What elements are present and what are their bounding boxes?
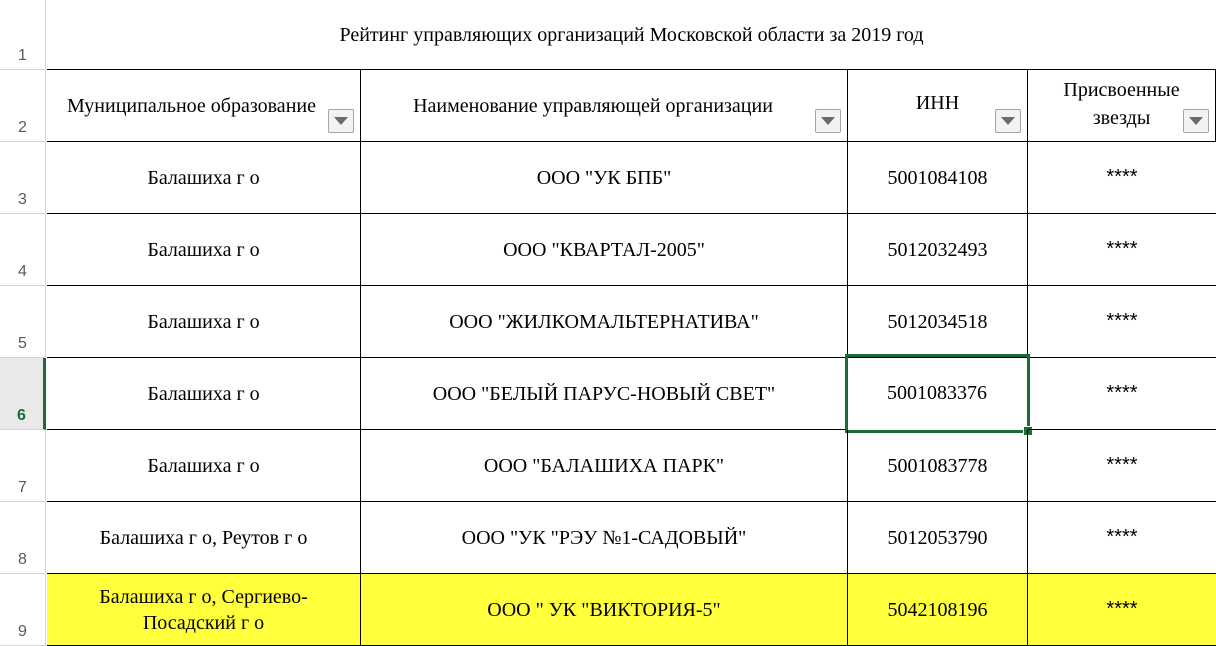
cell-municipality[interactable] bbox=[47, 502, 361, 574]
row-number: 5 bbox=[18, 335, 27, 352]
row-header-6[interactable] bbox=[0, 358, 46, 430]
sheet-title-cell[interactable] bbox=[47, 0, 1216, 70]
stars-text: **** bbox=[1106, 238, 1138, 260]
row-header-2[interactable] bbox=[0, 70, 46, 142]
cell-organization[interactable] bbox=[361, 574, 848, 646]
row-header-4[interactable] bbox=[0, 214, 46, 286]
filter-button-inn[interactable] bbox=[995, 109, 1021, 133]
cell-organization[interactable] bbox=[361, 502, 848, 574]
row-header-7[interactable] bbox=[0, 430, 46, 502]
municipality-text: Балашиха г о bbox=[147, 310, 260, 333]
inn-text: 5001083778 bbox=[887, 454, 988, 477]
organization-text: ООО "БЕЛЫЙ ПАРУС-НОВЫЙ СВЕТ" bbox=[432, 382, 776, 405]
cell-inn[interactable] bbox=[848, 286, 1028, 358]
header-label: Присвоенные звезды bbox=[1063, 79, 1180, 129]
cell-municipality[interactable] bbox=[47, 286, 361, 358]
chevron-down-icon bbox=[821, 117, 835, 125]
municipality-text: Балашиха г о bbox=[147, 238, 260, 261]
cell-inn[interactable] bbox=[848, 142, 1028, 214]
cell-stars[interactable] bbox=[1028, 286, 1216, 358]
organization-text: ООО " УК "ВИКТОРИЯ-5" bbox=[487, 598, 721, 621]
inn-text: 5001084108 bbox=[887, 166, 988, 189]
header-inn[interactable] bbox=[848, 70, 1028, 142]
row-header-9[interactable] bbox=[0, 574, 46, 646]
header-label: Наименование управляющей организации bbox=[413, 94, 773, 117]
stars-text: **** bbox=[1106, 166, 1138, 188]
stars-text: **** bbox=[1106, 382, 1138, 404]
header-organization[interactable] bbox=[361, 70, 848, 142]
filter-button-municipality[interactable] bbox=[328, 109, 354, 133]
cell-inn-selected[interactable] bbox=[846, 355, 1029, 432]
municipality-text: Балашиха г о bbox=[147, 382, 260, 405]
cell-stars[interactable] bbox=[1028, 430, 1216, 502]
municipality-text: Балашиха г о bbox=[147, 454, 260, 477]
inn-text: 5012034518 bbox=[887, 310, 988, 333]
row-number: 1 bbox=[18, 47, 27, 64]
cell-municipality[interactable] bbox=[47, 430, 361, 502]
municipality-text: Балашиха г о, Реутов г о bbox=[99, 526, 308, 549]
row-number: 2 bbox=[18, 119, 27, 136]
cell-municipality[interactable] bbox=[47, 358, 361, 430]
organization-text: ООО "УК БПБ" bbox=[536, 166, 672, 189]
header-label: Муниципальное образование bbox=[67, 94, 316, 117]
inn-text: 5042108196 bbox=[887, 598, 988, 621]
cell-stars[interactable] bbox=[1028, 214, 1216, 286]
row-header-3[interactable] bbox=[0, 142, 46, 214]
cell-municipality[interactable] bbox=[47, 142, 361, 214]
inn-text: 5001083376 bbox=[887, 382, 987, 404]
chevron-down-icon bbox=[334, 117, 348, 125]
stars-text: **** bbox=[1106, 310, 1138, 332]
page-title: Рейтинг управляющих организаций Московской области за 2019 год bbox=[339, 23, 924, 46]
header-label: ИНН bbox=[915, 92, 960, 114]
cell-municipality[interactable] bbox=[47, 574, 361, 646]
organization-text: ООО "УК "РЭУ №1-САДОВЫЙ" bbox=[461, 526, 747, 549]
cell-stars[interactable] bbox=[1028, 142, 1216, 214]
row-number: 4 bbox=[18, 263, 27, 280]
cell-stars[interactable] bbox=[1028, 358, 1216, 430]
row-number: 6 bbox=[17, 407, 26, 424]
cell-inn[interactable] bbox=[848, 214, 1028, 286]
chevron-down-icon bbox=[1189, 117, 1203, 125]
cell-organization[interactable] bbox=[361, 214, 848, 286]
row-header-8[interactable] bbox=[0, 502, 46, 574]
cell-organization[interactable] bbox=[361, 286, 848, 358]
row-number: 7 bbox=[18, 479, 27, 496]
row-header-1[interactable] bbox=[0, 0, 46, 70]
header-stars[interactable] bbox=[1028, 70, 1216, 142]
inn-text: 5012053790 bbox=[887, 526, 988, 549]
cell-municipality[interactable] bbox=[47, 214, 361, 286]
stars-text: **** bbox=[1106, 454, 1138, 476]
row-number: 9 bbox=[18, 623, 27, 640]
cell-organization[interactable] bbox=[361, 142, 848, 214]
municipality-text: Балашиха г о, Сергиево-Посадский г о bbox=[99, 585, 308, 634]
row-number: 3 bbox=[18, 191, 27, 208]
stars-text: **** bbox=[1106, 526, 1138, 548]
row-number: 8 bbox=[18, 551, 27, 568]
organization-text: ООО "КВАРТАЛ-2005" bbox=[503, 238, 705, 261]
filter-button-organization[interactable] bbox=[815, 109, 841, 133]
cell-inn[interactable] bbox=[848, 502, 1028, 574]
row-header-5[interactable] bbox=[0, 286, 46, 358]
municipality-text: Балашиха г о bbox=[147, 166, 260, 189]
cell-organization[interactable] bbox=[361, 430, 848, 502]
header-municipality[interactable] bbox=[47, 70, 361, 142]
cell-inn[interactable] bbox=[848, 574, 1028, 646]
filter-button-stars[interactable] bbox=[1183, 109, 1209, 133]
chevron-down-icon bbox=[1001, 117, 1015, 125]
organization-text: ООО "ЖИЛКОМАЛЬТЕРНАТИВА" bbox=[449, 310, 759, 333]
organization-text: ООО "БАЛАШИХА ПАРК" bbox=[483, 454, 725, 477]
inn-text: 5012032493 bbox=[887, 238, 988, 261]
cell-stars[interactable] bbox=[1028, 574, 1216, 646]
cell-stars[interactable] bbox=[1028, 502, 1216, 574]
stars-text: **** bbox=[1106, 598, 1138, 620]
cell-inn[interactable] bbox=[848, 430, 1028, 502]
cell-organization[interactable] bbox=[361, 358, 848, 430]
